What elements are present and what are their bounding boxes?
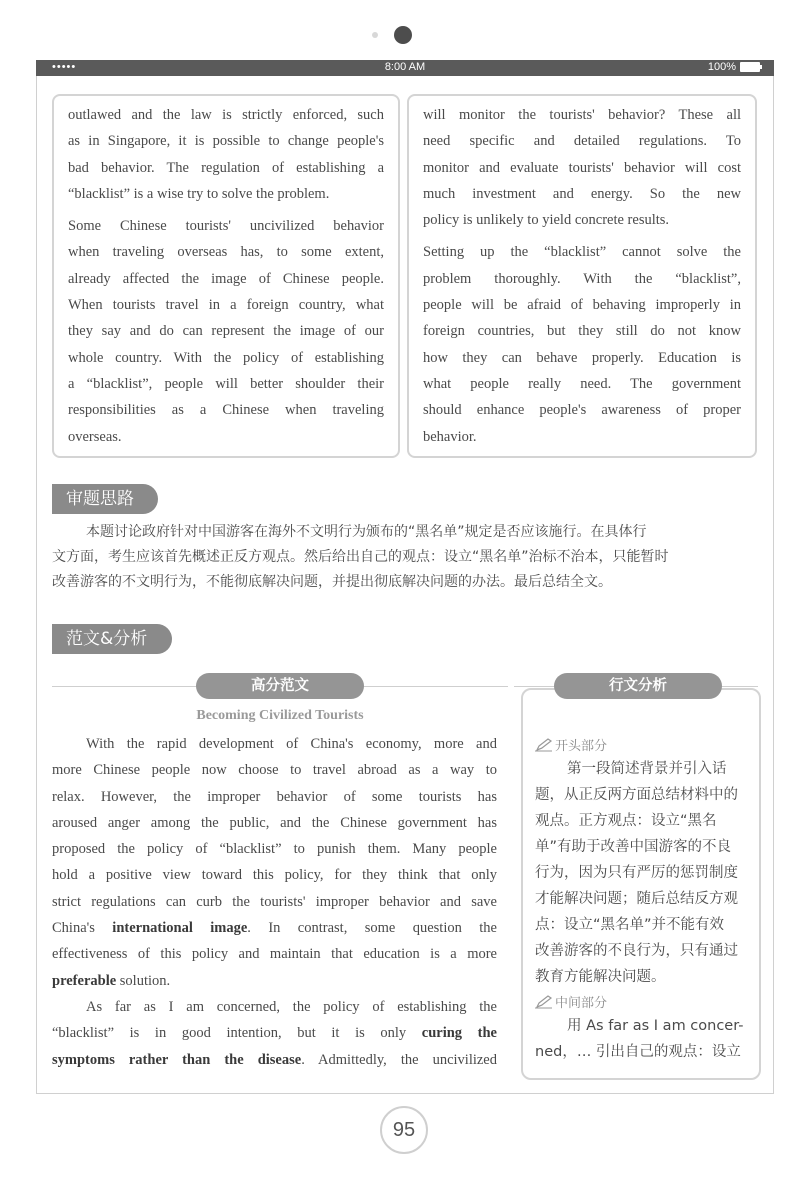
right-text-panel bbox=[407, 94, 757, 458]
text-line: foreign countries, but they still do not know bbox=[423, 323, 741, 340]
analysis-line: 用 As far as I am concer- bbox=[567, 1018, 744, 1034]
left-paragraph-2 bbox=[68, 213, 384, 450]
text-line: will monitor the tourists' behavior? These all bbox=[423, 107, 741, 123]
bold-phrase: preferable bbox=[52, 972, 117, 989]
analysis-label: 审题思路 bbox=[52, 484, 158, 514]
essay-title: Becoming Civilized Tourists bbox=[196, 708, 364, 723]
right-paragraph-1 bbox=[423, 102, 741, 233]
right-paragraph-2 bbox=[423, 239, 741, 449]
analysis-line: 改善游客的不文明行为，不能彻底解决问题，并提出彻底解决问题的办法。最后总结全文。 bbox=[52, 574, 612, 590]
bold-phrase: international image bbox=[112, 920, 248, 937]
analysis-line: 观点。正方观点：设立“黑名 bbox=[535, 813, 717, 829]
text-line: as in Singapore, it is possible to change people's bbox=[68, 133, 384, 150]
camera-dot-small bbox=[372, 32, 378, 38]
text-line: need specific and detailed regulations. To bbox=[423, 133, 741, 150]
analysis-content bbox=[535, 735, 757, 1065]
status-time: 8:00 AM bbox=[384, 61, 426, 73]
battery-percent: 100% bbox=[707, 61, 736, 73]
text-span: . Admittedly, the uncivilized bbox=[301, 1051, 497, 1068]
text-line: policy is unlikely to yield concrete results. bbox=[423, 212, 670, 229]
essay-line: relax. However, the improper behavior of some tourists has bbox=[52, 788, 497, 805]
camera-icon bbox=[394, 26, 412, 44]
essay-line: proposed the policy of “blacklist” to punish them. Many people bbox=[52, 841, 497, 858]
analysis-line: ned，… 引出自己的观点：设立 bbox=[535, 1044, 741, 1060]
text-line: they say and do can represent the image of our bbox=[68, 323, 384, 340]
analysis-line: 题，从正反两方面总结材料中的 bbox=[535, 787, 738, 803]
essay-line bbox=[52, 1020, 497, 1046]
text-line: outlawed and the law is strictly enforced, such bbox=[68, 107, 384, 123]
essay-line bbox=[52, 1047, 497, 1073]
essay-line: aroused anger among the public, and the Chinese government has bbox=[52, 814, 497, 831]
analysis-line: 改善游客的不良行为，只有通过 bbox=[535, 943, 738, 959]
section-head-intro bbox=[535, 735, 757, 754]
bold-phrase: curing the bbox=[421, 1025, 497, 1042]
bold-phrase: symptoms rather than the disease bbox=[52, 1051, 302, 1068]
text-line: a “blacklist”, people will better shoulder their bbox=[68, 375, 384, 392]
analysis-line: 文方面，考生应该首先概述正反方观点。然后给出自己的观点：设立“黑名单”治标不治本，只能暂时 bbox=[52, 549, 669, 565]
text-line: whole country. With the policy of establishing bbox=[68, 349, 384, 366]
analysis-line: 点：设立“黑名单”并不能有效 bbox=[535, 917, 725, 933]
pencil-icon bbox=[535, 738, 553, 752]
text-line: already affected the image of Chinese people. bbox=[68, 270, 384, 287]
text-line: should enhance people's awareness of proper bbox=[423, 402, 741, 419]
text-line: how they can behave properly. Education is bbox=[423, 349, 741, 366]
sample-label: 范文&分析 bbox=[52, 624, 172, 654]
text-line: Setting up the “blacklist” cannot solve the bbox=[423, 244, 741, 261]
essay-header: 高分范文 bbox=[196, 673, 364, 699]
text-span: solution. bbox=[116, 972, 171, 989]
essay-line: As far as I am concerned, the policy of establishing the bbox=[86, 998, 497, 1015]
essay-line: strict regulations can curb the tourists' improper behavior and save bbox=[52, 893, 497, 910]
text-line: responsibilities as a Chinese when traveling bbox=[68, 402, 384, 419]
text-span: . In contrast, some question the bbox=[247, 920, 497, 937]
essay-line bbox=[52, 968, 497, 994]
pencil-icon bbox=[535, 995, 553, 1009]
text-line: bad behavior. The regulation of establishing a bbox=[68, 159, 384, 176]
analysis-line: 第一段简述背景并引入话 bbox=[567, 761, 727, 777]
analysis-text bbox=[52, 520, 758, 595]
essay-line: effectiveness of this policy and maintain that education is a more bbox=[52, 946, 497, 963]
essay-body bbox=[52, 731, 497, 1073]
text-span: China's bbox=[52, 920, 113, 937]
section-title: 中间部分 bbox=[555, 996, 608, 1011]
essay-line: With the rapid development of China's economy, more and bbox=[86, 736, 497, 752]
analysis-line: 行为，因为只有严厉的惩罚制度 bbox=[535, 865, 738, 881]
essay-line bbox=[52, 915, 497, 941]
text-line: what people really need. The government bbox=[423, 375, 741, 392]
signal-icon: ••••• bbox=[52, 61, 77, 73]
text-line: when traveling overseas has, to some extent, bbox=[68, 244, 384, 261]
text-line: Some Chinese tourists' uncivilized behavior bbox=[68, 218, 384, 235]
analysis-line: 教育方能解决问题。 bbox=[535, 969, 666, 985]
analysis-header: 行文分析 bbox=[554, 673, 722, 699]
section-head-middle bbox=[535, 992, 757, 1011]
section-title: 开头部分 bbox=[555, 739, 608, 754]
text-line: behavior. bbox=[423, 428, 477, 445]
left-text-panel bbox=[52, 94, 400, 458]
battery-indicator bbox=[708, 61, 760, 73]
battery-icon bbox=[740, 62, 760, 72]
text-line: overseas. bbox=[68, 428, 122, 445]
essay-line: hold a positive view toward this policy, for they think that only bbox=[52, 867, 497, 884]
text-line: “blacklist” is a wise try to solve the problem. bbox=[68, 185, 330, 202]
text-line: When tourists travel in a foreign country, what bbox=[68, 297, 384, 314]
status-bar bbox=[36, 60, 774, 76]
text-line: much investment and energy. So the new bbox=[423, 185, 741, 202]
analysis-line: 才能解决问题；随后总结反方观 bbox=[535, 891, 738, 907]
analysis-line: 本题讨论政府针对中国游客在海外不文明行为颁布的“黑名单”规定是否应该施行。在具体行 bbox=[86, 524, 647, 540]
text-line: monitor and evaluate tourists' behavior will cost bbox=[423, 159, 741, 176]
essay-line: more Chinese people now choose to travel abroad as a way to bbox=[52, 762, 497, 779]
analysis-line: 单”有助于改善中国游客的不良 bbox=[535, 839, 732, 855]
left-paragraph-1 bbox=[68, 102, 384, 207]
text-line: problem thoroughly. With the “blacklist”, bbox=[423, 270, 741, 287]
text-span: “blacklist” is in good intention, but it is only bbox=[52, 1025, 422, 1042]
text-line: people will be afraid of behaving improperly in bbox=[423, 297, 741, 314]
page-number: 95 bbox=[380, 1106, 428, 1154]
